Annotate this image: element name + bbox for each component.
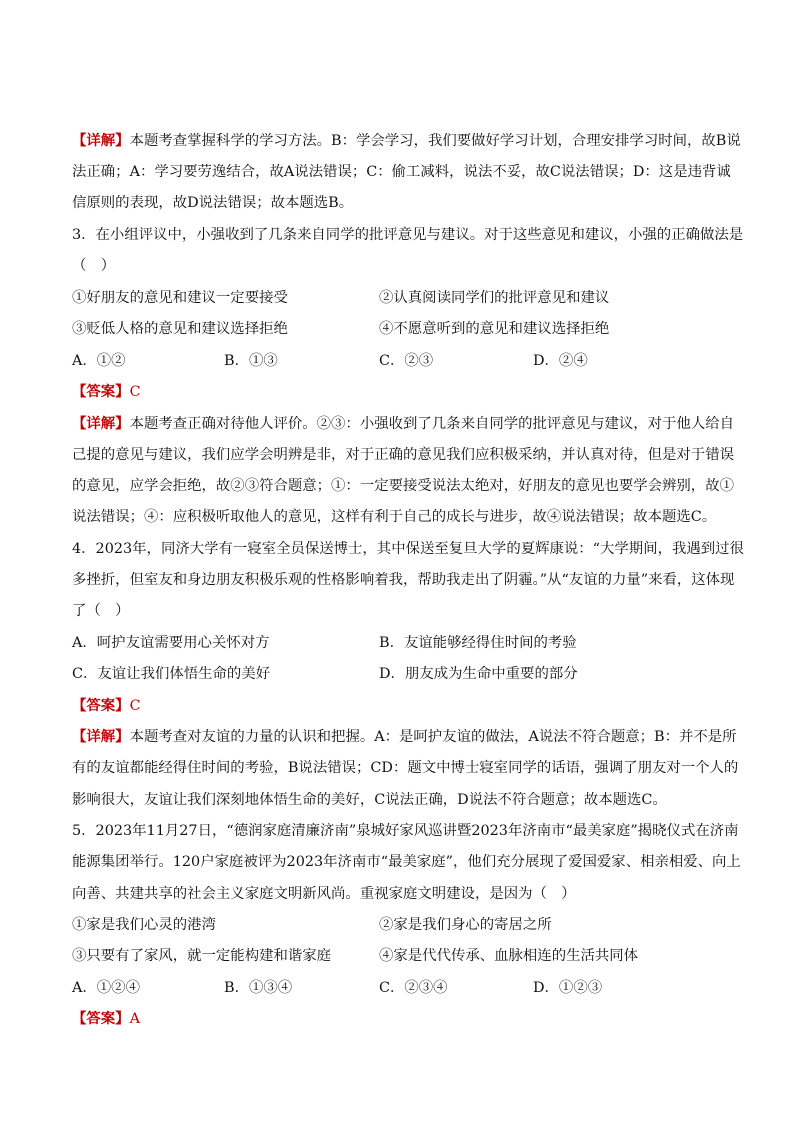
q3-statement-3: ③贬低人格的意见和建议选择拒绝 xyxy=(72,321,288,337)
q3-option-d: D．②④ xyxy=(533,353,588,369)
q5-option-a: A．①②④ xyxy=(72,980,140,996)
q3-explain-line4: 说法错误；④：应积极听取他人的意见，这样有利于自己的成长与进步，故④说法错误；故本题选C。 xyxy=(72,509,717,525)
q4-option-a: A．呵护友谊需要用心关怀对方 xyxy=(72,635,270,651)
q4-option-d: D．朋友成为生命中重要的部分 xyxy=(379,666,578,682)
answer-value: C xyxy=(129,698,141,714)
answer-value: C xyxy=(129,384,141,400)
q5-answer xyxy=(72,1010,140,1028)
q3-explain-line1: 【详解】本题考查正确对待他人评价。②③：小强收到了几条来自同学的批评意见与建议，对于他人给自 xyxy=(72,415,734,432)
q3-explain-line3: 的意见，应学会拒绝，故②③符合题意；①：一定要接受说法太绝对，好朋友的意见也要学会辨别，故① xyxy=(72,478,734,494)
q3-statement-row1 xyxy=(72,289,610,307)
q4-stem-line3: 了（ ） xyxy=(72,603,130,619)
q4-explain-line3: 影响很大，友谊让我们深刻地体悟生命的美好，C说法正确，D说法不符合题意；故本题选C。 xyxy=(72,792,667,808)
q3-answer xyxy=(72,383,141,401)
q2-explain-line2: 法正确；A：学习要劳逸结合，故A说法错误；C：偷工减料，说法不妥，故C说法错误；D：这是违背诚 xyxy=(72,164,731,180)
q4-stem-line2: 多挫折，但室友和身边朋友积极乐观的性格影响着我，帮助我走出了阴霾。”从“友谊的力量”来看，这体现 xyxy=(72,572,735,588)
q3-statement-2: ②认真阅读同学们的批评意见和建议 xyxy=(379,290,610,306)
answer-value: A xyxy=(129,1011,140,1027)
q3-statement-row2 xyxy=(72,320,610,338)
q2-explain-line1: 【详解】本题考查掌握科学的学习方法。B：学会学习，我们要做好学习计划，合理安排学习时间，故B说 xyxy=(72,132,741,149)
q5-option-c: C．②③④ xyxy=(379,980,448,996)
q3-stem-line2: （ ） xyxy=(72,258,116,274)
explain-tag: 【详解】 xyxy=(72,132,130,149)
q3-statement-4: ④不愿意听到的意见和建议选择拒绝 xyxy=(379,321,610,337)
q5-statement-3: ③只要有了家风，就一定能构建和谐家庭 xyxy=(72,948,332,964)
q3-option-a: A．①② xyxy=(72,353,126,369)
q5-stem-line2: 能源集团举行。120户家庭被评为2023年济南市“最美家庭”，他们充分展现了爱国爱家、相亲相爱、向上 xyxy=(72,854,741,870)
q3-statement-1: ①好朋友的意见和建议一定要接受 xyxy=(72,290,288,306)
q5-statement-2: ②家是我们身心的寄居之所 xyxy=(379,917,552,933)
explain-tag: 【详解】 xyxy=(72,728,130,745)
answer-tag: 【答案】 xyxy=(72,1010,130,1027)
q3-option-b: B．①③ xyxy=(224,353,278,369)
q4-option-b: B．友谊能够经得住时间的考验 xyxy=(379,635,577,651)
answer-tag: 【答案】 xyxy=(72,697,130,714)
q5-statement-4: ④家是代代传承、血脉相连的生活共同体 xyxy=(379,948,639,964)
q5-stem-line1: 5．2023年11月27日，“德润家庭清廉济南”泉城好家风巡讲暨2023年济南市“最美家庭”揭晓仪式在济南 xyxy=(72,823,739,839)
q5-statement-1: ①家是我们心灵的港湾 xyxy=(72,917,216,933)
q4-explain-line1: 【详解】本题考查对友谊的力量的认识和把握。A：是呵护友谊的做法，A说法不符合题意；B：并不是所 xyxy=(72,728,737,745)
q3-explain-line2: 己提的意见与建议，我们应学会明辨是非，对于正确的意见我们应积极采纳，并认真对待，但是对于错误 xyxy=(72,447,734,463)
q4-stem-line1: 4．2023年，同济大学有一寝室全员保送博士，其中保送至复旦大学的夏辉康说：“大学期间，我遇到过很 xyxy=(72,541,744,557)
q3-stem-line1: 3．在小组评议中，小强收到了几条来自同学的批评意见与建议。对于这些意见和建议，小强的正确做法是 xyxy=(72,227,744,243)
q3-option-c: C．②③ xyxy=(379,353,434,369)
q5-option-b: B．①③④ xyxy=(224,980,293,996)
q4-option-c: C．友谊让我们体悟生命的美好 xyxy=(72,666,271,682)
explain-tag: 【详解】 xyxy=(72,415,130,432)
q5-stem-line3: 向善、共建共享的社会主义家庭文明新风尚。重视家庭文明建设，是因为（ ） xyxy=(72,886,576,902)
q5-statement-row1 xyxy=(72,916,552,934)
q4-answer xyxy=(72,697,141,715)
q4-explain-line2: 有的友谊都能经得住时间的考验，B说法错误；CD：题文中博士寝室同学的话语，强调了朋友对一个人的 xyxy=(72,760,739,776)
answer-tag: 【答案】 xyxy=(72,383,130,400)
q5-option-d: D．①②③ xyxy=(533,980,603,996)
q2-explain-line3: 信原则的表现，故D说法错误；故本题选B。 xyxy=(72,195,354,211)
q5-statement-row2 xyxy=(72,947,639,965)
